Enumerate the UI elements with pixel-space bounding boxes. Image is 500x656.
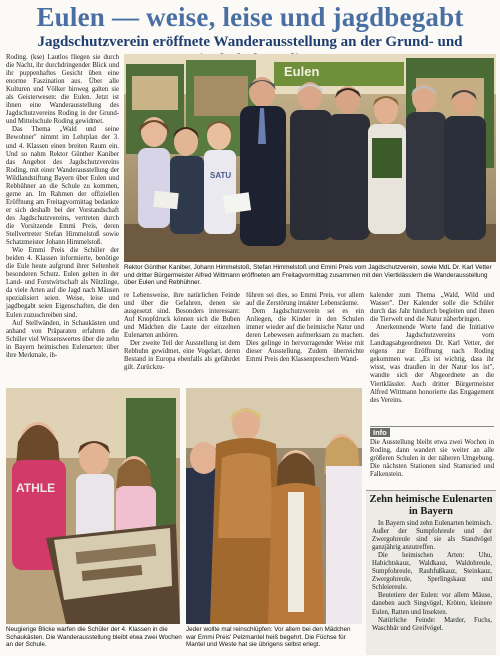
paragraph: Dem Jagdschutzverein sei es ein Anliegen, die Kinder in den Schulen immer wieder auf die heimische Natur und deren Lebewesen aufmerksam zu machen. Dies gelinge in hervorragender Weise mit dieser Ausstellung. Zudem überreichte Emmi Preis den Klassenpreschern Wand-	[246, 308, 364, 364]
photo-bottom-mid-caption: Jeder wollte mal reinschlüpfen: Vor allem bei den Mädchen war Emmi Preis' Pelzmantel heiß begehrt. Die Füchse für Mantel und Weste hat sie übrigens selbst erlegt.	[186, 626, 351, 649]
article-headline: Eulen — weise, leise und jagdbegabt	[36, 2, 464, 32]
paragraph: Anerkennende Worte fand die Initiative des Jagdschutzvereins vom Landtagsabgeordneten Dr. Karl Vetter, der eigens zur Eröffnung nach Roding gekommen war. „Es ist wichtig, dass ihr wisst, was draußen in der Natur los ist", wandte sich der Abgeordnete an die Viertklässler. Auch dritter Bürgermeister Alfred Wittmann honorierte das Engagement des Vereins.	[370, 324, 494, 404]
paragraph: Roding. (kse) Lautlos fliegen sie durch die Nacht, ihr durchdringender Blick und ihr puppenhaftes Gesicht üben eine enorme Faszination aus. Über alle Kulturen und Völker hinweg galten sie als Geisterwesen: die Eulen. Jetzt ist ihnen eine Wanderausstellung des Jagdschutzvereins Roding in der Grund- und Mittelschule Roding gewidmet.	[6, 54, 119, 126]
photo-opening-ceremony	[124, 54, 496, 262]
column-mid-2	[246, 292, 364, 384]
paragraph: In Bayern sind zehn Eulenarten heimisch. Außer der Sumpfohreule und der Zwergohreule sind sie als Standvögel ganzjährig anzutreffen.	[372, 520, 492, 552]
paragraph: kalender zum Thema „Wald, Wild und Wasser". Der Kalender solle die Schüler durch das Jahr hindurch begleiten und ihnen die Tierwelt und die Natur näherbringen.	[370, 292, 494, 324]
photo-fur-coat	[186, 388, 362, 624]
photo-bottom-left-caption: Neugierige Blicke warfen die Schüler der 4. Klassen in die Schaukästen. Die Wanderausstellung bleibt etwa zwei Wochen an der Schule.	[6, 626, 182, 649]
column-left-top	[6, 54, 119, 384]
photo-illustration	[6, 388, 180, 624]
article-subheadline: Jagdschutzverein eröffnete Wanderausstellung an der Grund- und	[37, 34, 463, 50]
paragraph: re Lebensweise, ihre natürlichen Feinde und über die Gefahren, denen sie ausgesetzt sind. Besonders interessant: Auf Knopfdruck können sich die Buben und Mädchen die Laute der einzelnen Eulenarten anhören.	[124, 292, 240, 340]
info-rule	[370, 426, 494, 427]
paragraph: Die heimischen Arten: Uhu, Habichtskauz, Waldkauz, Waldohreule, Sumpfohreule, Rauhfußkauz, Steinkauz, Zwergohreule, Sperlingskauz und Schleiereule.	[372, 552, 492, 592]
paragraph: Das Thema „Wald und seine Bewohner" nimmt im Lehrplan der 3. und 4. Klassen einen breiten Raum ein. Und so nahm Rektor Günther Kaniber das Angebot des Jagdschutzvereins Roding, mit einer Wanderausstellung der Wildlandstiftung Bayern über Eulen und Rebhühner an die Schule zu kommen, gerne an. Im Rahmen der offiziellen Eröffnung am Freitagvormittag bedankte er sich deshalb bei der Vorstandschaft des Jagdschutzvereins, vertreten durch die Vorsitzende Emmi Preis, deren Stellvertreter Stefan Himmelstoß sowie Schatzmeister Johann Himmelstoß.	[6, 126, 119, 247]
info-text	[370, 439, 494, 489]
column-right-top	[370, 292, 494, 424]
paragraph: Die Ausstellung bleibt etwa zwei Wochen in Roding, dann wandert sie weiter an alle größeren Schulen in der näheren Umgebung. Die nächsten Stationen sind Stamsried und Falkenstein.	[370, 439, 494, 479]
box-text	[372, 520, 492, 654]
exhibit-banner: Eulen	[284, 64, 320, 79]
paragraph: Natürliche Feinde: Marder, Fuchs, Waschbär und Greifvögel.	[372, 616, 492, 632]
photo-top-caption: Rektor Günther Kaniber, Johann Himmelstoß, Stefan Himmelstoß und Emmi Preis vom Jagdschutzverein, sowie MdL Dr. Karl Vetter und dritter Bürgermeister Alfred Wittmann eröffneten am Freitagvormittag zusammen mit den Viertklässlern die Wanderausstellung über Eulen und Rebhühner.	[124, 264, 492, 287]
shirt-lettering: ATHLE	[16, 481, 56, 495]
photo-illustration	[124, 54, 496, 262]
box-title: Zehn heimische Eulenarten in Bayern	[369, 494, 493, 517]
paragraph: Wie Emmi Preis die Schüler der beiden 4. Klassen informierte, benötige die Eule heute aufgrund ihrer Seltenheit besonderen Schutz. Eulen gelten in der Land- und Forstwirtschaft als Nützlinge, da viele Arten auf die Jagd nach Mäusen spezialisiert seien. Weise, leise und jagdbegabt seien Eigenschaften, die den Eulen zuzuschreiben sind.	[6, 247, 119, 319]
photo-display-cases	[6, 388, 180, 624]
paragraph: Der zweite Teil der Ausstellung ist dem Rebhuhn gewidmet, eine Vogelart, deren Bestand in Europa ebenfalls als gefährdet gilt. Zurückzu-	[124, 340, 240, 372]
column-mid-1	[124, 292, 240, 384]
svg-text:SATU: SATU	[210, 171, 232, 180]
paragraph: führen sei dies, so Emmi Preis, vor allem auf die Zerstörung intakter Lebensräume.	[246, 292, 364, 308]
paragraph: Beutetiere der Eulen: vor allem Mäuse, daneben auch Singvögel, Kröten, kleinere Eulen, Ratten und Insekten.	[372, 592, 492, 616]
paragraph: Auf Stellwänden, in Schaukästen und anhand von Präparaten erfahren die Schüler viel Wissenswertes über die zehn in Bayern heimischen Eulenarten: über ihre Merkmale, ih-	[6, 319, 119, 359]
photo-illustration	[186, 388, 362, 624]
info-label: Info	[370, 428, 390, 437]
